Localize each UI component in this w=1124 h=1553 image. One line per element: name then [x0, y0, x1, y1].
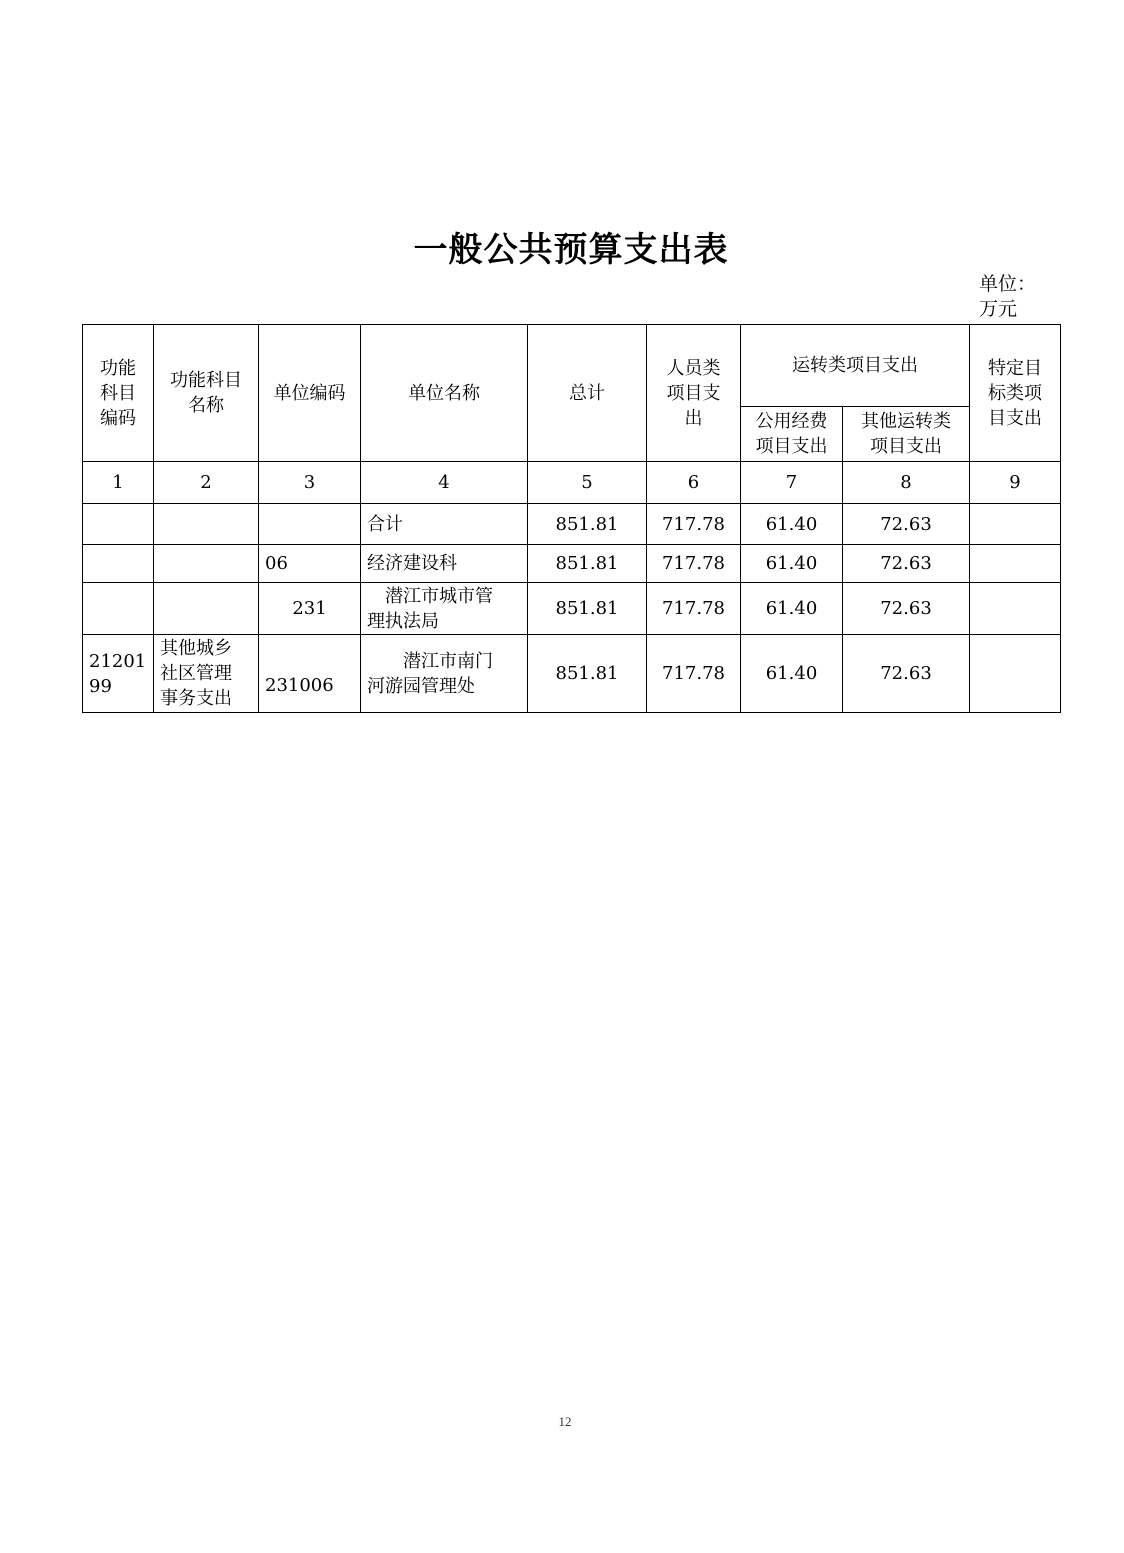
column-number: 6	[647, 462, 741, 504]
header-personnel-line: 项目支	[666, 382, 721, 404]
cell-func-code	[83, 635, 154, 713]
table-row	[83, 583, 1061, 635]
column-number-row	[83, 462, 1061, 504]
header-func-code-line: 编码	[100, 407, 136, 429]
cell-func-name-line: 社区管理	[160, 663, 232, 684]
cell-func-name	[154, 583, 259, 635]
cell-unit-name-line: 理执法局	[367, 610, 439, 632]
header-special-line: 特定目	[988, 357, 1042, 379]
cell-func-name	[154, 545, 259, 583]
header-public-cost-line: 公用经费	[755, 411, 828, 432]
header-other-operation-line: 项目支出	[870, 436, 942, 457]
column-number: 1	[83, 462, 154, 504]
cell-func-code	[83, 504, 154, 545]
header-personnel-line: 出	[684, 407, 703, 429]
header-public-cost-line: 项目支出	[755, 436, 828, 457]
cell-unit-name: 合计	[361, 504, 528, 545]
header-func-name-line: 功能科目	[170, 370, 242, 391]
header-unit-code: 单位编码	[259, 325, 361, 462]
header-public-cost	[741, 407, 843, 462]
cell-personnel: 717.78	[647, 545, 741, 583]
cell-personnel: 717.78	[647, 504, 741, 545]
cell-special	[970, 635, 1061, 713]
column-number: 5	[528, 462, 647, 504]
header-special	[970, 325, 1061, 462]
cell-total: 851.81	[528, 504, 647, 545]
cell-public-cost: 61.40	[741, 583, 843, 635]
column-number: 2	[154, 462, 259, 504]
cell-special	[970, 545, 1061, 583]
header-func-name	[154, 325, 259, 462]
cell-unit-name-line: 潜江市南门	[403, 650, 493, 672]
cell-total: 851.81	[528, 545, 647, 583]
header-personnel	[647, 325, 741, 462]
table-row	[83, 635, 1061, 713]
header-func-code-line: 科目	[100, 382, 136, 404]
cell-total: 851.81	[528, 635, 647, 713]
cell-func-code-line: 99	[89, 675, 112, 697]
column-number: 7	[741, 462, 843, 504]
header-other-operation-line: 其他运转类	[861, 411, 951, 432]
table-row	[83, 545, 1061, 583]
column-number: 8	[843, 462, 970, 504]
cell-unit-name: 经济建设科	[361, 545, 528, 583]
page-number: 12	[558, 1414, 572, 1429]
cell-func-name-line: 事务支出	[160, 688, 232, 709]
cell-func-name	[154, 635, 259, 713]
header-row-1	[83, 325, 1061, 407]
cell-public-cost: 61.40	[741, 545, 843, 583]
cell-unit-code: 231006	[259, 635, 361, 713]
column-number: 4	[361, 462, 528, 504]
cell-unit-name-line: 潜江市城市管	[385, 585, 493, 607]
unit-label-line2: 万元	[979, 298, 1018, 320]
header-func-code	[83, 325, 154, 462]
table-row-total	[83, 504, 1061, 545]
cell-total: 851.81	[528, 583, 647, 635]
cell-func-code	[83, 545, 154, 583]
cell-func-name	[154, 504, 259, 545]
cell-func-code	[83, 583, 154, 635]
cell-personnel: 717.78	[647, 583, 741, 635]
header-other-operation	[843, 407, 970, 462]
header-operation: 运转类项目支出	[741, 325, 970, 407]
document-title: 一般公共预算支出表	[413, 230, 729, 270]
cell-unit-name	[361, 635, 528, 713]
column-number: 9	[970, 462, 1061, 504]
cell-other-operation: 72.63	[843, 583, 970, 635]
cell-unit-code: 231	[259, 583, 361, 635]
cell-other-operation: 72.63	[843, 545, 970, 583]
cell-special	[970, 583, 1061, 635]
cell-func-code-line: 21201	[89, 650, 147, 672]
cell-public-cost: 61.40	[741, 635, 843, 713]
header-special-line: 标类项	[988, 382, 1042, 404]
cell-personnel: 717.78	[647, 635, 741, 713]
budget-table	[82, 324, 1061, 713]
cell-other-operation: 72.63	[843, 504, 970, 545]
cell-public-cost: 61.40	[741, 504, 843, 545]
cell-unit-name	[361, 583, 528, 635]
cell-unit-name-line: 河游园管理处	[367, 675, 475, 697]
unit-label	[979, 272, 1049, 322]
cell-other-operation: 72.63	[843, 635, 970, 713]
header-func-name-line: 名称	[188, 395, 224, 416]
cell-unit-code: 06	[259, 545, 361, 583]
cell-unit-code	[259, 504, 361, 545]
header-special-line: 目支出	[988, 407, 1042, 429]
header-unit-name: 单位名称	[361, 325, 528, 462]
cell-special	[970, 504, 1061, 545]
cell-func-name-line: 其他城乡	[160, 638, 232, 659]
header-func-code-line: 功能	[100, 357, 136, 379]
header-total: 总计	[528, 325, 647, 462]
column-number: 3	[259, 462, 361, 504]
header-personnel-line: 人员类	[666, 357, 721, 379]
unit-label-line1: 单位：	[979, 273, 1037, 295]
